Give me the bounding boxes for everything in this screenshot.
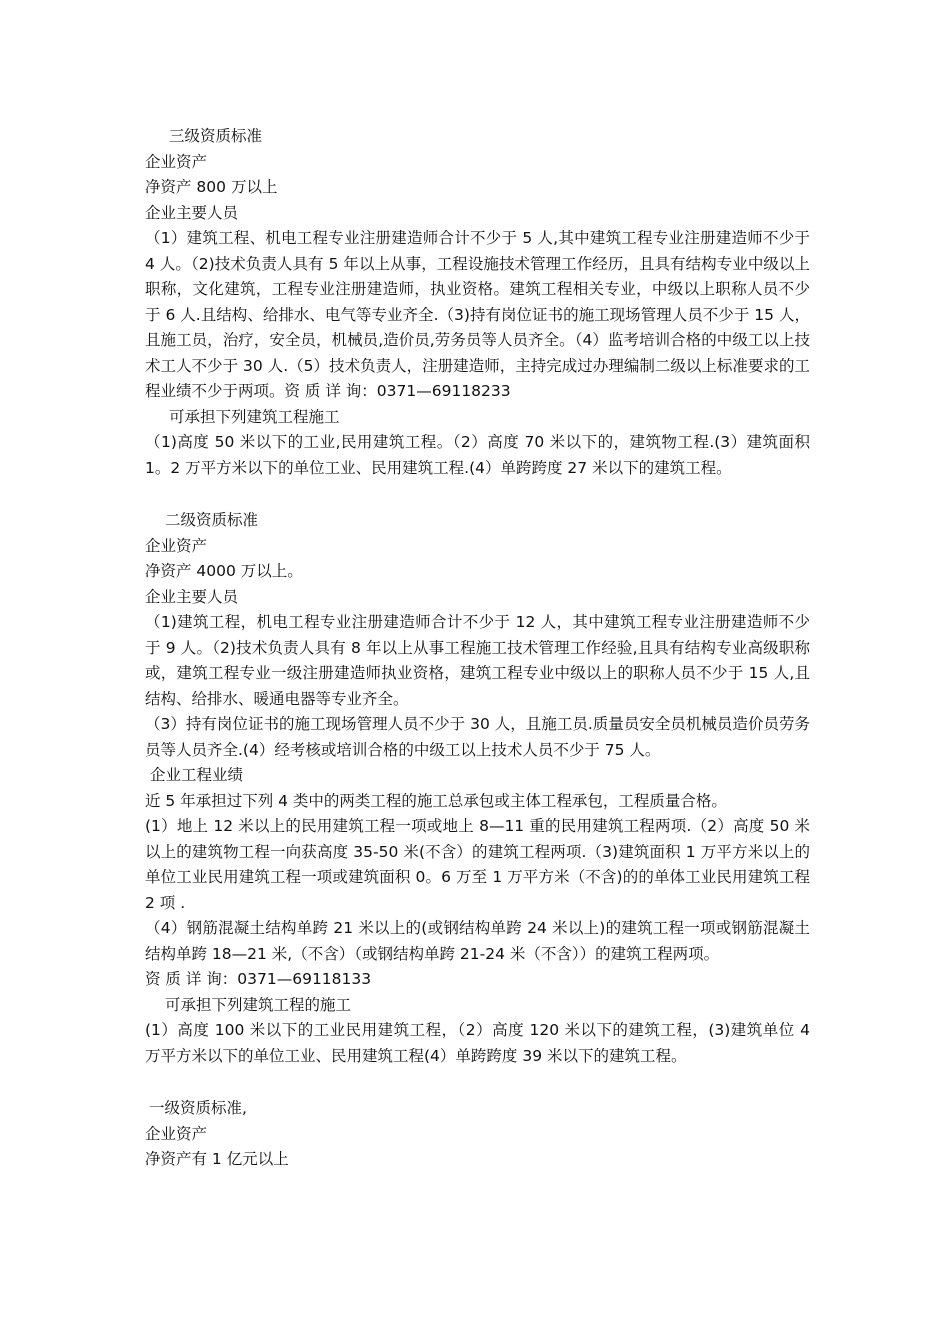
personnel-label: 企业主要人员 bbox=[145, 203, 239, 222]
assets-label: 企业资产 bbox=[145, 1124, 208, 1143]
consult-line: 资 质 详 询：0371—69118133 bbox=[145, 970, 372, 988]
scope-label: 可承担下列建筑工程施工 bbox=[169, 407, 340, 426]
assets-label: 企业资产 bbox=[145, 536, 208, 555]
performance-label: 企业工程业绩 bbox=[150, 766, 244, 784]
assets-value: 净资产 4000 万以上。 bbox=[145, 562, 303, 580]
scope-label: 可承担下列建筑工程的施工 bbox=[165, 995, 352, 1014]
personnel-label: 企业主要人员 bbox=[145, 587, 239, 606]
section-gap bbox=[145, 1069, 810, 1096]
personnel-paragraph: （1）建筑工程、机电工程专业注册建造师合计不少于 5 人,其中建筑工程专业注册建造师不少于 4 人。（2)技术负责人具有 5 年以上从事，工程设施技术管理工作经历，且具有结构专业中级以上职称，文化建筑，工程专业注册建造师，执业资格。建筑工程相关专业，中级以上职称人员不少于 6 人.且结构、给排水、电气等专业齐全.（3)持有岗位证书的施工现场管理人员不少于 15 人，且施工员，治疗，安全员，机械员,造价员,劳务员等人员齐全。（4）监考培训合格的中级工以上技术工人不少于 30 人.（5）技术负责人，注册建造师，主持完成过办理编制二级以上标准要求的工程业绩不少于两项。资 质 详 询：0371—69118233 bbox=[145, 229, 810, 400]
section-heading: 三级资质标准 bbox=[169, 127, 263, 145]
performance-paragraph: （4）钢筋混凝土结构单跨 21 米以上的(或钢结构单跨 24 米以上)的建筑工程一项或钢筋混凝土结构单跨 18—21 米,（不含）（或钢结构单跨 21-24 米（不含））的建筑工程两项。 bbox=[145, 919, 810, 963]
document-page bbox=[145, 124, 810, 1173]
assets-value: 净资产有 1 亿元以上 bbox=[145, 1150, 289, 1168]
assets-label: 企业资产 bbox=[145, 152, 208, 171]
section-heading: 二级资质标准 bbox=[165, 511, 259, 529]
personnel-paragraph: （1)建筑工程，机电工程专业注册建造师合计不少于 12 人，其中建筑工程专业注册建造师不少于 9 人。（2)技术负责人具有 8 年以上从事工程施工技术管理工作经验,且具有结构专业高级职称或，建筑工程专业一级注册建造师执业资格，建筑工程专业中级以上的职称人员不少于 15 人,且结构、给排水、暖通电器等专业齐全。 bbox=[145, 613, 810, 708]
section-gap bbox=[145, 481, 810, 508]
assets-value: 净资产 800 万以上 bbox=[145, 178, 278, 196]
performance-intro: 近 5 年承担过下列 4 类中的两类工程的施工总承包或主体工程承包，工程质量合格。 bbox=[145, 791, 727, 810]
scope-paragraph: （1)高度 50 米以下的工业,民用建筑工程。（2）高度 70 米以下的，建筑物工程.(3）建筑面积 1。2 万平方米以下的单位工业、民用建筑工程.(4）单跨跨度 27 米以下的建筑工程。 bbox=[145, 433, 810, 477]
scope-paragraph: (1）高度 100 米以下的工业民用建筑工程，（2）高度 120 米以下的建筑工程，(3)建筑单位 4 万平方米以下的单位工业、民用建筑工程(4）单跨跨度 39 米以下的建筑工程。 bbox=[145, 1021, 810, 1065]
section-heading: 一级资质标准, bbox=[149, 1099, 247, 1117]
section-third-level bbox=[145, 124, 810, 481]
performance-paragraph: (1）地上 12 米以上的民用建筑工程一项或地上 8—11 重的民用建筑工程两项.（2）高度 50 米以上的建筑物工程一向获高度 35-50 米(不含）的建筑工程两项.（3)建筑面积 1 万平方米以上的单位工业民用建筑工程一项或建筑面积 0。6 万至 1 万平方米（不含)的的单体工业民用建筑工程 2 项 . bbox=[145, 817, 810, 912]
personnel-paragraph: （3）持有岗位证书的施工现场管理人员不少于 30 人，且施工员.质量员安全员机械员造价员劳务员等人员齐全.(4）经考核或培训合格的中级工以上技术人员不少于 75 人。 bbox=[145, 715, 810, 759]
section-first-level bbox=[145, 1096, 810, 1173]
section-second-level bbox=[145, 508, 810, 1069]
